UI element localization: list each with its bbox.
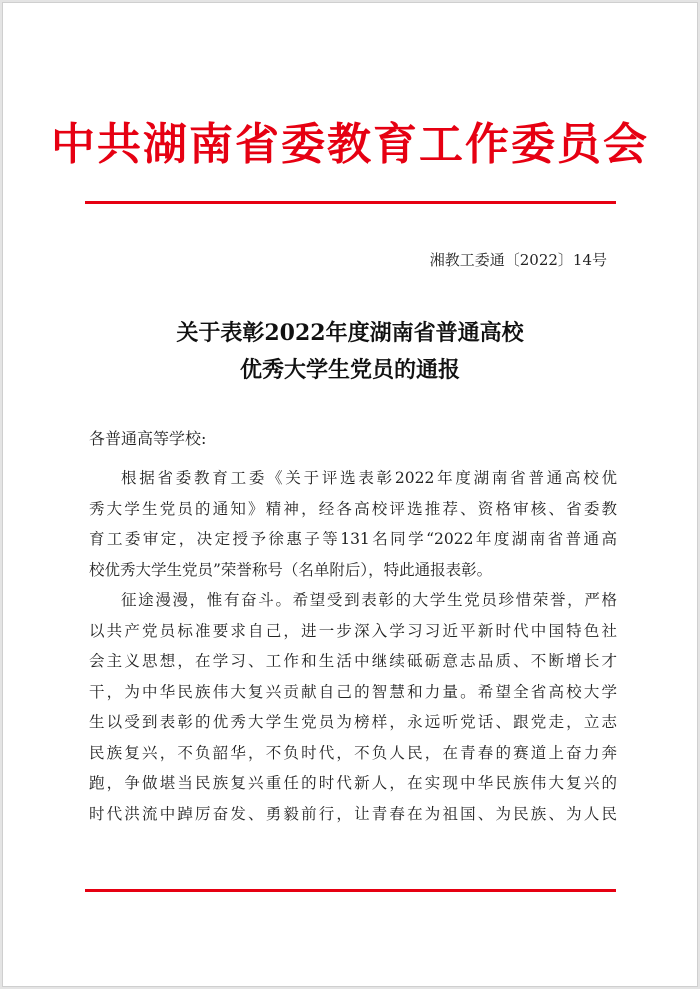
body-line: 秀大学生党员的通知》精神，经各高校评选推荐、资格审核、省委教 [89,499,617,518]
body-line: 会主义思想，在学习、工作和生活中继续砥砺意志品质、不断增长才 [89,652,617,670]
body-line: 民族复兴，不负韶华，不负时代，不负人民，在青春的赛道上奋力奔 [89,743,617,762]
body-line: 征途漫漫，惟有奋斗。希望受到表彰的大学生党员珍惜荣誉，严格 [121,591,617,609]
body-line: 跑，争做堪当民族复兴重任的时代新人，在实现中华民族伟大复兴的 [89,774,617,792]
notice-title-line-1: 关于表彰2022年度湖南省普通高校 [176,320,524,346]
body-line: 生以受到表彰的优秀大学生党员为榜样，永远听党话、跟党走，立志 [89,713,617,731]
body-line: 校优秀大学生党员”荣誉称号（名单附后），特此通报表彰。 [89,560,493,579]
body-line: 育工委审定，决定授予徐惠子等131名同学“2022年度湖南省普通高 [89,530,617,548]
body-line: 干，为中华民族伟大复兴贡献自己的智慧和力量。希望全省高校大学 [89,682,617,701]
body-text [89,463,617,829]
document-page [2,2,698,987]
red-rule-top [85,201,616,204]
body-line: 以共产党员标准要求自己，进一步深入学习习近平新时代中国特色社 [89,621,617,640]
body-line: 时代洪流中踔厉奋发、勇毅前行，让青春在为祖国、为民族、为人民 [89,804,617,823]
body-line: 根据省委教育工委《关于评选表彰2022年度湖南省普通高校优 [121,469,617,487]
red-rule-bottom [85,889,616,892]
document-number: 湘教工委通〔2022〕14号 [429,251,607,269]
notice-title-line-2: 优秀大学生党员的通报 [239,357,460,383]
salutation: 各普通高等学校: [89,429,207,448]
issuer-header: 中共湖南省委教育工作委员会 [51,119,649,170]
